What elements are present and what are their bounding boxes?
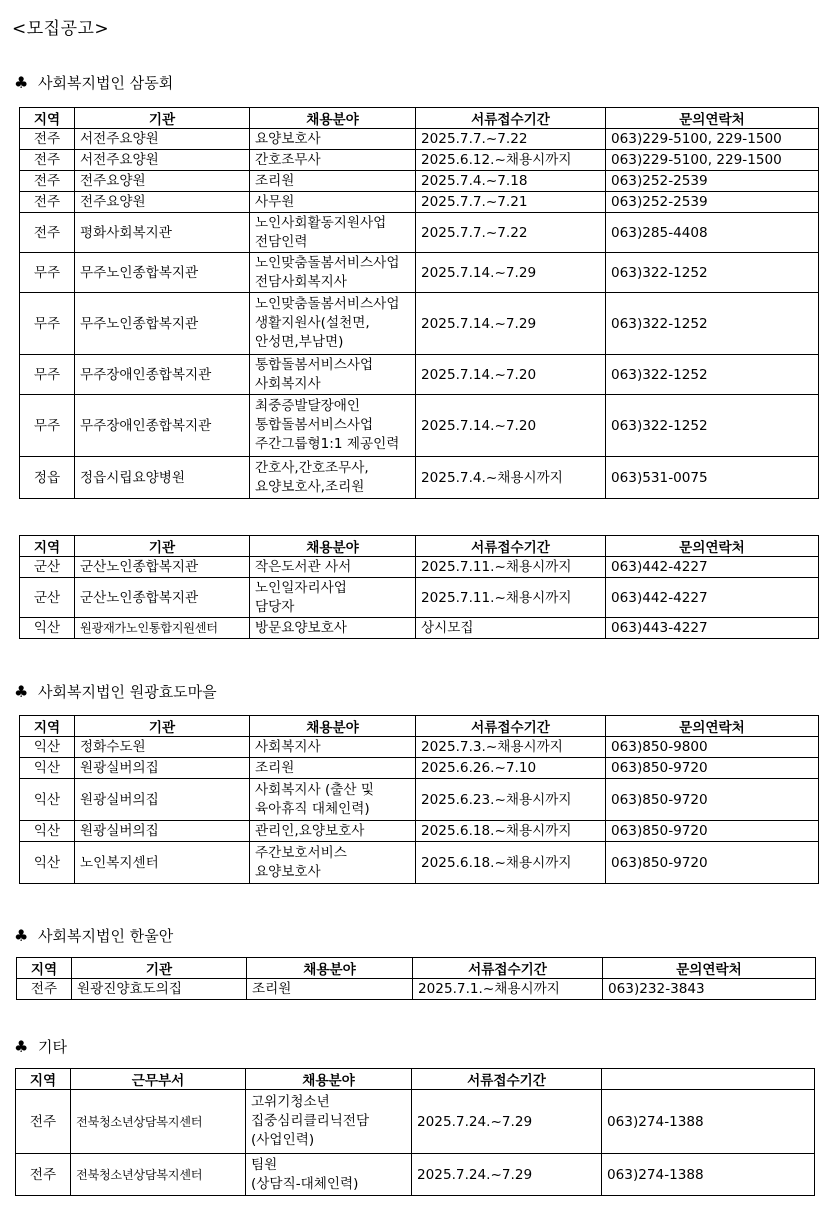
job-field-cell [250, 253, 416, 293]
job-field-line: 고위기청소년 [251, 1094, 330, 1110]
region-cell: 익산 [20, 758, 75, 779]
column-header: 지역 [20, 108, 75, 129]
region-cell: 전주 [16, 1154, 71, 1196]
contact-cell: 063)232-3843 [603, 979, 816, 1000]
job-field-line: 집중심리클리닉전담 [251, 1113, 370, 1129]
job-field-line: 간호조무사 [255, 151, 321, 168]
application-period-cell: 2025.7.7.~7.22 [416, 129, 606, 150]
table-row [20, 293, 819, 355]
application-period-cell: 2025.7.24.~7.29 [412, 1154, 602, 1196]
table-row [20, 213, 819, 253]
column-header: 채용분야 [250, 108, 416, 129]
contact-cell: 063)850-9720 [606, 758, 819, 779]
application-period-cell: 2025.7.4.~7.18 [416, 171, 606, 192]
job-field-line: 사회복지사 [255, 738, 321, 755]
job-field-line: 관리인,요양보호사 [255, 822, 365, 839]
region-cell: 무주 [20, 293, 75, 355]
column-header: 기관 [75, 716, 250, 737]
table-row [20, 171, 819, 192]
region-cell: 전주 [20, 192, 75, 213]
recruit-table [19, 715, 819, 884]
organization-cell: 군산노인종합복지관 [75, 578, 250, 618]
organization-cell: 정읍시립요양병원 [75, 457, 250, 499]
contact-cell: 063)322-1252 [606, 253, 819, 293]
column-header: 서류접수기간 [416, 716, 606, 737]
job-field-cell [246, 1090, 412, 1154]
recruit-table [16, 957, 816, 1000]
application-period-cell: 2025.7.7.~7.22 [416, 213, 606, 253]
table-row [17, 979, 816, 1000]
section-heading: ♣ 사회복지법인 한울안 [14, 926, 174, 945]
organization-cell: 무주장애인종합복지관 [75, 395, 250, 457]
region-cell: 전주 [17, 979, 72, 1000]
contact-cell: 063)531-0075 [606, 457, 819, 499]
job-field-line: 통합돌봄서비스사업 [255, 417, 374, 433]
table-header-row [20, 536, 819, 557]
job-field-cell [250, 129, 416, 150]
column-header: 서류접수기간 [416, 108, 606, 129]
region-cell: 전주 [20, 171, 75, 192]
table-row [20, 395, 819, 457]
club-icon: ♣ [14, 926, 29, 945]
job-field-cell [250, 737, 416, 758]
contact-cell: 063)442-4227 [606, 557, 819, 578]
job-field-cell [250, 293, 416, 355]
table-row [20, 253, 819, 293]
job-field-line: 주간보호서비스 [255, 844, 347, 861]
column-header: 기관 [72, 958, 247, 979]
column-header: 근무부서 [71, 1069, 246, 1090]
application-period-cell: 2025.6.12.~채용시까지 [416, 150, 606, 171]
contact-cell: 063)252-2539 [606, 171, 819, 192]
column-header: 문의연락처 [603, 958, 816, 979]
job-field-cell [250, 842, 416, 884]
organization-cell: 전주요양원 [75, 171, 250, 192]
job-field-line: 간호사,간호조무사, [255, 459, 369, 476]
job-field-line: 노인맞춤돌봄서비스사업 [255, 254, 400, 271]
section-heading: ♣ 기타 [14, 1037, 67, 1056]
table-row [20, 150, 819, 171]
column-header [602, 1069, 815, 1090]
job-field-line: 육아휴직 대체인력) [255, 800, 370, 817]
table-row [20, 355, 819, 395]
job-field-line: 조리원 [252, 980, 292, 997]
application-period-cell: 2025.7.11.~채용시까지 [416, 557, 606, 578]
section-heading: ♣ 사회복지법인 삼동회 [14, 73, 174, 92]
job-field-line: 노인맞춤돌봄서비스사업 [255, 296, 400, 312]
job-field-line: 노인일자리사업 [255, 579, 347, 596]
contact-cell: 063)229-5100, 229-1500 [606, 150, 819, 171]
application-period-cell: 2025.7.11.~채용시까지 [416, 578, 606, 618]
organization-cell: 원광진양효도의집 [72, 979, 247, 1000]
job-field-line: 최중증발달장애인 [255, 398, 361, 414]
region-cell: 무주 [20, 355, 75, 395]
organization-cell: 무주장애인종합복지관 [75, 355, 250, 395]
contact-cell: 063)229-5100, 229-1500 [606, 129, 819, 150]
job-field-cell [250, 150, 416, 171]
column-header: 지역 [20, 536, 75, 557]
application-period-cell: 상시모집 [416, 618, 606, 639]
club-icon: ♣ [14, 73, 29, 92]
contact-cell: 063)322-1252 [606, 293, 819, 355]
table-row [20, 457, 819, 499]
organization-cell: 원광실버의집 [75, 758, 250, 779]
organization-cell: 노인복지센터 [75, 842, 250, 884]
job-field-line: 통합돌봄서비스사업 [255, 356, 374, 373]
contact-cell: 063)850-9720 [606, 842, 819, 884]
application-period-cell: 2025.7.14.~7.20 [416, 395, 606, 457]
column-header: 서류접수기간 [412, 1069, 602, 1090]
column-header: 문의연락처 [606, 108, 819, 129]
column-header: 지역 [17, 958, 72, 979]
organization-cell: 원광실버의집 [75, 779, 250, 821]
application-period-cell: 2025.7.14.~7.29 [416, 253, 606, 293]
job-field-cell [250, 171, 416, 192]
organization-cell: 전북청소년상담복지센터 [71, 1090, 246, 1154]
region-cell: 전주 [20, 150, 75, 171]
job-field-line: 방문요양보호사 [255, 619, 347, 636]
contact-cell: 063)442-4227 [606, 578, 819, 618]
column-header: 기관 [75, 536, 250, 557]
application-period-cell: 2025.7.24.~7.29 [412, 1090, 602, 1154]
contact-cell: 063)850-9720 [606, 779, 819, 821]
column-header: 서류접수기간 [416, 536, 606, 557]
organization-cell: 평화사회복지관 [75, 213, 250, 253]
organization-cell: 서전주요양원 [75, 150, 250, 171]
region-cell: 익산 [20, 779, 75, 821]
job-field-line: 안성면,부남면) [255, 334, 344, 350]
organization-cell: 전북청소년상담복지센터 [71, 1154, 246, 1196]
contact-cell: 063)274-1388 [602, 1154, 815, 1196]
application-period-cell: 2025.7.3.~채용시까지 [416, 737, 606, 758]
table-row [20, 842, 819, 884]
job-field-cell [250, 578, 416, 618]
job-field-cell [250, 821, 416, 842]
table-row [20, 758, 819, 779]
region-cell: 군산 [20, 578, 75, 618]
table-row [16, 1090, 815, 1154]
application-period-cell: 2025.6.23.~채용시까지 [416, 779, 606, 821]
region-cell: 전주 [16, 1090, 71, 1154]
organization-cell: 무주노인종합복지관 [75, 253, 250, 293]
job-field-cell [250, 779, 416, 821]
column-header: 기관 [75, 108, 250, 129]
table-header-row [16, 1069, 815, 1090]
table-row [20, 821, 819, 842]
table-row [20, 192, 819, 213]
job-field-cell [250, 618, 416, 639]
region-cell: 전주 [20, 213, 75, 253]
contact-cell: 063)285-4408 [606, 213, 819, 253]
column-header: 채용분야 [247, 958, 413, 979]
job-field-line: 전담사회복지사 [255, 273, 347, 290]
table-row [20, 129, 819, 150]
section-heading: ♣ 사회복지법인 원광효도마을 [14, 682, 217, 701]
application-period-cell: 2025.7.7.~7.21 [416, 192, 606, 213]
table-row [16, 1154, 815, 1196]
table-row [20, 557, 819, 578]
application-period-cell: 2025.7.1.~채용시까지 [413, 979, 603, 1000]
contact-cell: 063)322-1252 [606, 355, 819, 395]
table-header-row [20, 108, 819, 129]
recruit-table [15, 1068, 815, 1196]
job-field-line: 전담인력 [255, 233, 308, 250]
table-row [20, 737, 819, 758]
column-header: 채용분야 [250, 716, 416, 737]
application-period-cell: 2025.7.14.~7.20 [416, 355, 606, 395]
column-header: 채용분야 [250, 536, 416, 557]
job-field-line: 조리원 [255, 172, 295, 189]
region-cell: 익산 [20, 842, 75, 884]
job-field-line: 사회복지사 (출산 및 [255, 781, 374, 798]
recruit-table [19, 535, 819, 639]
table-header-row [20, 716, 819, 737]
organization-cell: 원광재가노인통합지원센터 [75, 618, 250, 639]
organization-cell: 원광실버의집 [75, 821, 250, 842]
job-field-cell [250, 355, 416, 395]
organization-cell: 무주노인종합복지관 [75, 293, 250, 355]
job-field-line: 생활지원사(설천면, [255, 315, 370, 331]
contact-cell: 063)274-1388 [602, 1090, 815, 1154]
club-icon: ♣ [14, 1037, 29, 1056]
table-row [20, 578, 819, 618]
contact-cell: 063)850-9720 [606, 821, 819, 842]
job-field-line: 팀원 [251, 1156, 278, 1173]
contact-cell: 063)443-4227 [606, 618, 819, 639]
contact-cell: 063)850-9800 [606, 737, 819, 758]
region-cell: 무주 [20, 253, 75, 293]
job-field-line: 주간그룹형1:1 제공인력 [255, 436, 400, 452]
region-cell: 익산 [20, 618, 75, 639]
region-cell: 익산 [20, 821, 75, 842]
job-field-line: 조리원 [255, 759, 295, 776]
application-period-cell: 2025.6.18.~채용시까지 [416, 842, 606, 884]
application-period-cell: 2025.6.26.~7.10 [416, 758, 606, 779]
table-row [20, 779, 819, 821]
job-field-line: 요양보호사,조리원 [255, 478, 365, 495]
job-field-cell [250, 213, 416, 253]
column-header: 지역 [20, 716, 75, 737]
job-field-line: 요양보호사 [255, 130, 321, 147]
job-field-cell [250, 758, 416, 779]
column-header: 지역 [16, 1069, 71, 1090]
job-field-line: 작은도서관 사서 [255, 558, 352, 575]
job-field-cell [246, 1154, 412, 1196]
job-field-line: 담당자 [255, 598, 295, 615]
job-field-line: 사무원 [255, 193, 295, 210]
job-field-cell [250, 457, 416, 499]
recruit-table [19, 107, 819, 499]
column-header: 서류접수기간 [413, 958, 603, 979]
organization-cell: 정화수도원 [75, 737, 250, 758]
job-field-line: (사업인력) [251, 1132, 315, 1148]
organization-cell: 서전주요양원 [75, 129, 250, 150]
contact-cell: 063)252-2539 [606, 192, 819, 213]
table-row [20, 618, 819, 639]
table-header-row [17, 958, 816, 979]
column-header: 채용분야 [246, 1069, 412, 1090]
club-icon: ♣ [14, 682, 29, 701]
job-field-cell [250, 557, 416, 578]
region-cell: 군산 [20, 557, 75, 578]
job-field-line: (상담직-대체인력) [251, 1175, 359, 1192]
contact-cell: 063)322-1252 [606, 395, 819, 457]
region-cell: 익산 [20, 737, 75, 758]
page-title: <모집공고> [12, 19, 110, 39]
job-field-cell [247, 979, 413, 1000]
application-period-cell: 2025.7.14.~7.29 [416, 293, 606, 355]
job-field-cell [250, 192, 416, 213]
job-field-line: 사회복지사 [255, 375, 321, 392]
region-cell: 무주 [20, 395, 75, 457]
column-header: 문의연락처 [606, 716, 819, 737]
region-cell: 전주 [20, 129, 75, 150]
organization-cell: 전주요양원 [75, 192, 250, 213]
job-field-cell [250, 395, 416, 457]
region-cell: 정읍 [20, 457, 75, 499]
job-field-line: 노인사회활동지원사업 [255, 214, 387, 231]
column-header: 문의연락처 [606, 536, 819, 557]
application-period-cell: 2025.6.18.~채용시까지 [416, 821, 606, 842]
organization-cell: 군산노인종합복지관 [75, 557, 250, 578]
application-period-cell: 2025.7.4.~채용시까지 [416, 457, 606, 499]
job-field-line: 요양보호사 [255, 863, 321, 880]
